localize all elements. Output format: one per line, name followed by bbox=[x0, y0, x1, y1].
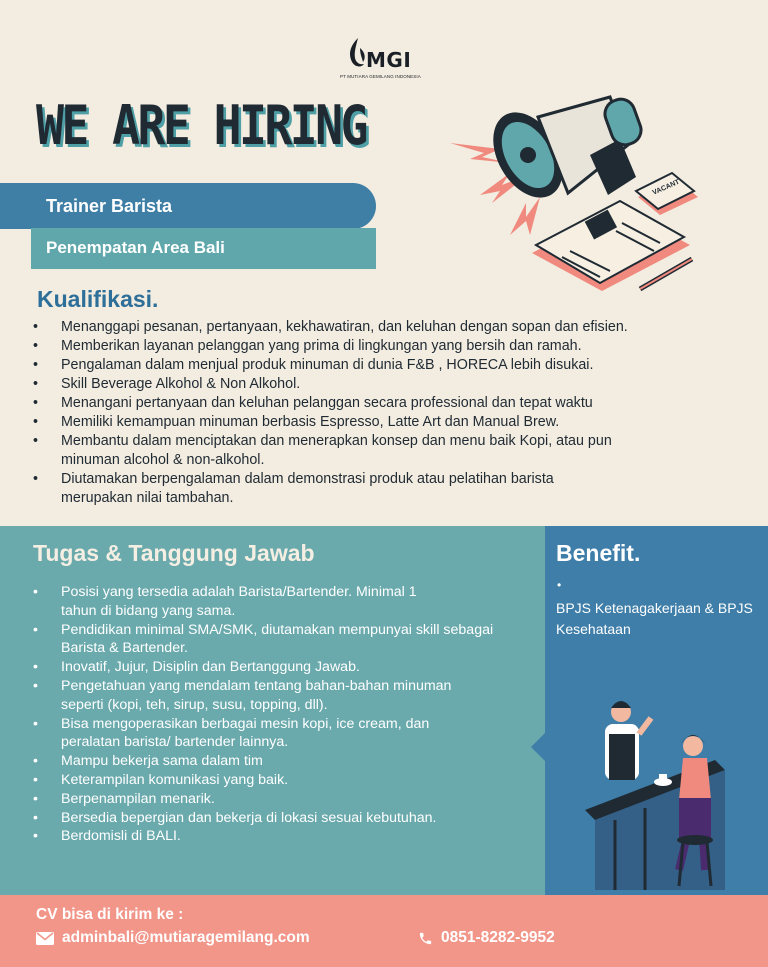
company-name: PT MUTIARA GEMILANG INDONESIA bbox=[340, 74, 421, 79]
megaphone-illustration bbox=[440, 85, 710, 295]
duty-item: • Inovatif, Jujur, Disiplin dan Bertanggung Jawab. bbox=[33, 658, 538, 677]
duties-title: Tugas & Tanggung Jawab bbox=[33, 540, 315, 566]
qualification-item: • Menanggapi pesanan, pertanyaan, kekhawatiran, dan keluhan dengan sopan dan efisien. bbox=[33, 318, 733, 337]
envelope-icon bbox=[36, 932, 54, 945]
duty-item: • Pendidikan minimal SMA/SMK, diutamakan mempunyai skill sebagai Barista & Bartender. bbox=[33, 621, 503, 659]
company-logo bbox=[340, 36, 430, 84]
duty-item: • Mampu bekerja sama dalam tim bbox=[33, 752, 538, 771]
duty-item: • Berdomisli di BALI. bbox=[33, 827, 538, 846]
qualifications-list bbox=[33, 318, 733, 508]
lightning-icon bbox=[510, 197, 540, 235]
qualifications-title: Kualifikasi. bbox=[37, 286, 159, 312]
benefit-bullet: • bbox=[557, 578, 562, 592]
duty-item: • Pengetahuan yang mendalam tentang bahan-bahan minuman seperti (kopi, teh, sirup, susu, topping, dll). bbox=[33, 677, 483, 715]
qualification-item: • Membantu dalam menciptakan dan menerapkan konsep dan menu baik Kopi, atau pun minuman alcohol & non-alkohol. bbox=[33, 432, 673, 470]
qualification-item: • Skill Beverage Alkohol & Non Alkohol. bbox=[33, 375, 733, 394]
barista-illustration bbox=[575, 690, 745, 890]
benefit-title: Benefit. bbox=[556, 540, 641, 566]
phone-number[interactable]: 0851-8282-9952 bbox=[441, 929, 555, 946]
contact-email[interactable] bbox=[36, 929, 310, 947]
contact-phone[interactable] bbox=[418, 929, 555, 947]
duty-item: • Berpenampilan menarik. bbox=[33, 790, 538, 809]
vacant-badge-text: VACANT bbox=[651, 178, 681, 197]
duty-item: • Bersedia bepergian dan bekerja di lokasi sesuai kebutuhan. bbox=[33, 809, 538, 828]
cv-label: CV bisa di kirim ke : bbox=[36, 906, 184, 923]
email-address[interactable]: adminbali@mutiaragemilang.com bbox=[62, 929, 310, 946]
duty-item: • Keterampilan komunikasi yang baik. bbox=[33, 771, 538, 790]
benefit-text: BPJS Ketenagakerjaan & BPJS Kesehataan bbox=[556, 600, 753, 637]
mgi-logo-icon bbox=[346, 36, 368, 70]
qualification-item: • Pengalaman dalam menjual produk minuman di dunia F&B , HORECA lebih disukai. bbox=[33, 356, 733, 375]
duty-item: • Posisi yang tersedia adalah Barista/Bartender. Minimal 1 tahun di bidang yang sama. bbox=[33, 583, 433, 621]
position-title: Trainer Barista bbox=[46, 196, 173, 216]
benefit-panel-notch bbox=[531, 733, 545, 761]
logo-text: MGI bbox=[366, 48, 412, 72]
qualification-item: • Menangani pertanyaan dan keluhan pelanggan secara professional dan tepat waktu bbox=[33, 394, 733, 413]
phone-icon bbox=[418, 931, 433, 946]
qualification-item: • Memiliki kemampuan minuman berbasis Espresso, Latte Art dan Manual Brew. bbox=[33, 413, 733, 432]
qualification-item: • Memberikan layanan pelanggan yang prima di lingkungan yang bersih dan ramah. bbox=[33, 337, 733, 356]
hiring-headline: WE ARE HIRING bbox=[36, 94, 366, 157]
placement-text: Penempatan Area Bali bbox=[46, 238, 225, 257]
duties-list bbox=[33, 583, 538, 846]
duty-item: • Bisa mengoperasikan berbagai mesin kopi, ice cream, dan peralatan barista/ bartender lainnya. bbox=[33, 715, 483, 753]
qualification-item: • Diutamakan berpengalaman dalam demonstrasi produk atau pelatihan barista merupakan nilai tambahan. bbox=[33, 470, 613, 508]
